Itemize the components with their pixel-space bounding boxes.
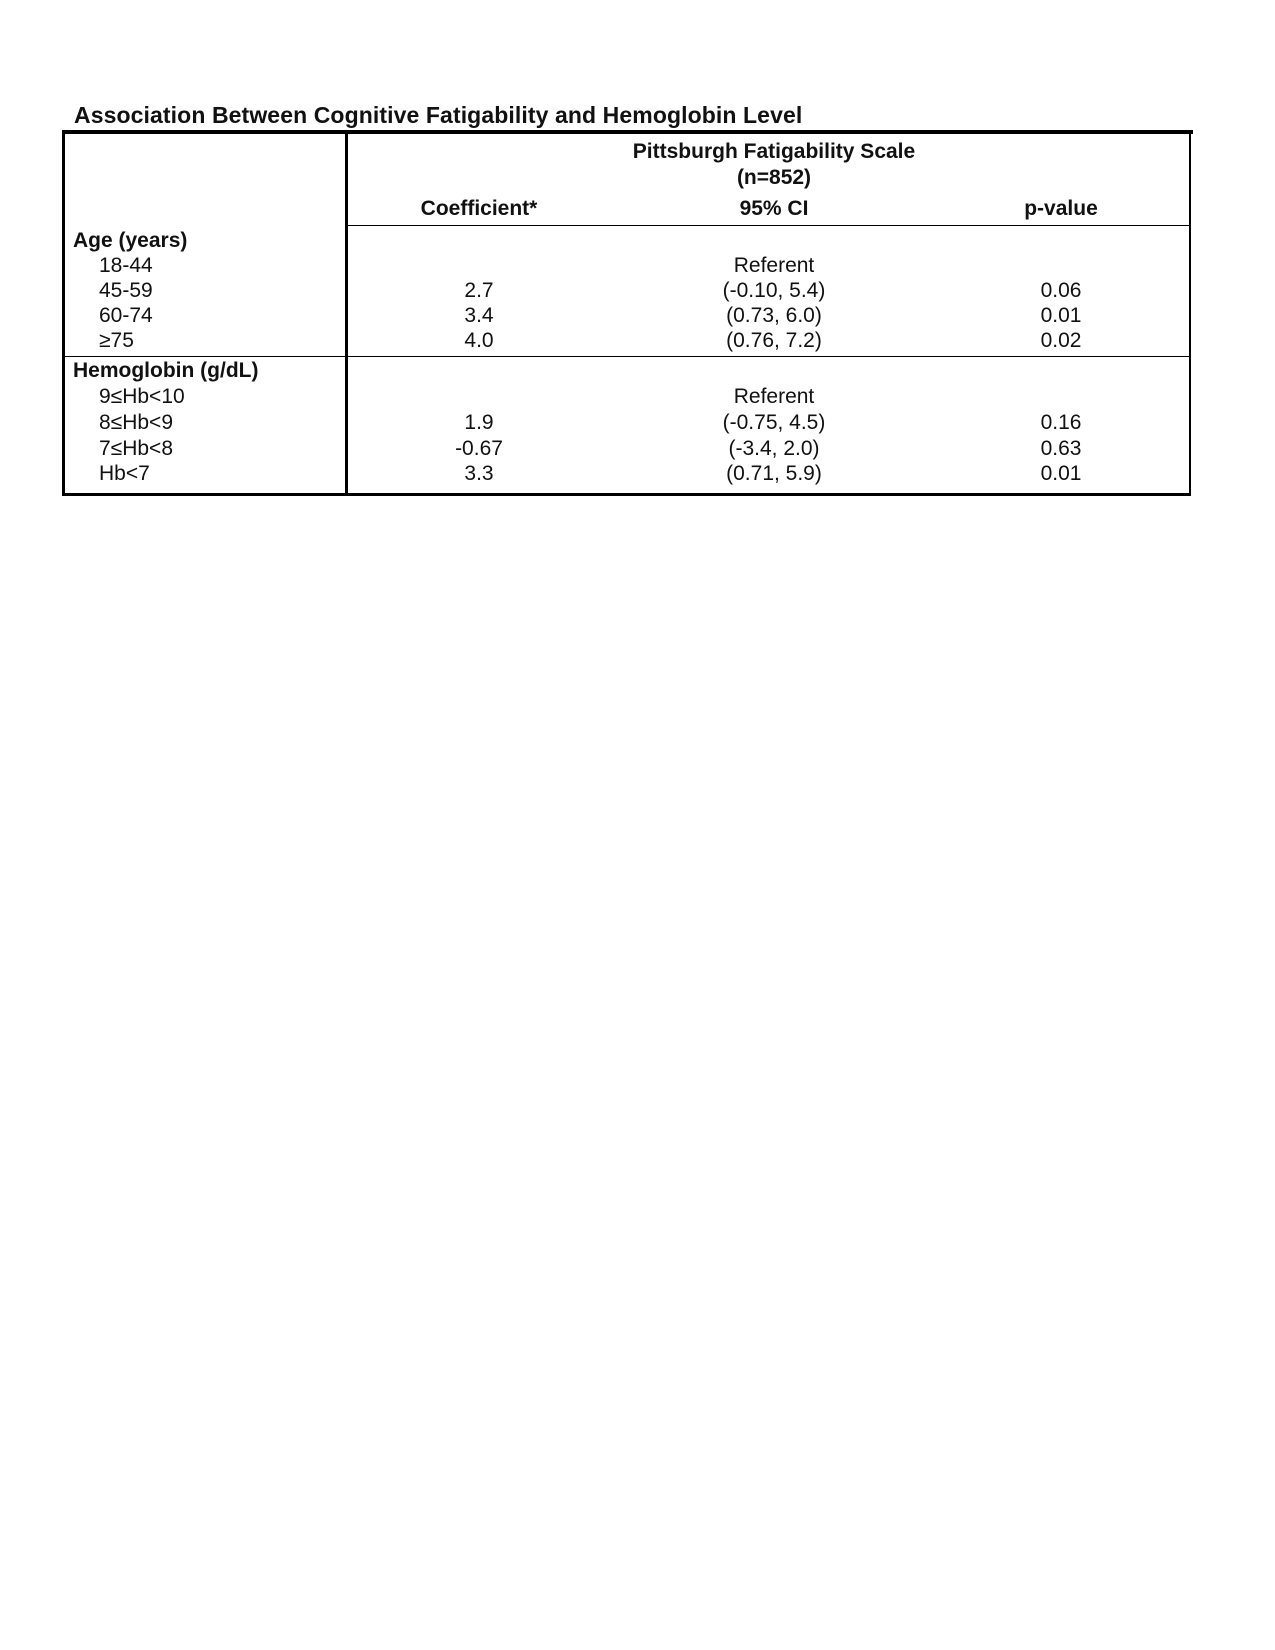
coef-value: 3.4 xyxy=(464,304,494,327)
row-label: ≥75 xyxy=(99,329,134,352)
p-value: 0.06 xyxy=(1040,279,1082,302)
column-divider xyxy=(345,133,348,493)
scale-heading: Pittsburgh Fatigability Scale xyxy=(632,140,916,163)
coef-value: -0.67 xyxy=(455,437,503,460)
results-table xyxy=(62,133,1191,496)
coef-value: 2.7 xyxy=(464,279,494,302)
row-label: 8≤Hb<9 xyxy=(99,411,173,434)
ci-value: Referent xyxy=(733,385,815,408)
group-label-age: Age (years) xyxy=(73,229,188,252)
group-rule xyxy=(65,356,1189,357)
row-label: Hb<7 xyxy=(99,462,150,485)
ci-value: (-0.10, 5.4) xyxy=(722,279,826,302)
row-label: 45-59 xyxy=(99,279,153,302)
ci-value: (0.71, 5.9) xyxy=(726,462,822,485)
p-value: 0.01 xyxy=(1040,304,1082,327)
table-top-rule xyxy=(62,130,1193,134)
row-label: 7≤Hb<8 xyxy=(99,437,173,460)
ci-value: (-3.4, 2.0) xyxy=(728,437,820,460)
p-value: 0.63 xyxy=(1040,437,1082,460)
coef-value: 4.0 xyxy=(464,329,494,352)
p-value: 0.16 xyxy=(1040,411,1082,434)
coef-value: 1.9 xyxy=(464,411,494,434)
row-label: 18-44 xyxy=(99,254,153,277)
header-rule xyxy=(345,225,1189,226)
p-value: 0.02 xyxy=(1040,329,1082,352)
ci-value: Referent xyxy=(733,254,815,277)
ci-value: (-0.75, 4.5) xyxy=(722,411,826,434)
col-header-ci: 95% CI xyxy=(739,197,809,220)
ci-value: (0.73, 6.0) xyxy=(726,304,822,327)
ci-value: (0.76, 7.2) xyxy=(726,329,822,352)
row-label: 9≤Hb<10 xyxy=(99,385,185,408)
sample-size: (n=852) xyxy=(736,166,812,189)
coef-value: 3.3 xyxy=(464,462,494,485)
group-label-hemoglobin: Hemoglobin (g/dL) xyxy=(73,359,259,382)
col-header-pvalue: p-value xyxy=(1024,197,1098,220)
p-value: 0.01 xyxy=(1040,462,1082,485)
col-header-coefficient: Coefficient* xyxy=(420,197,538,220)
row-label: 60-74 xyxy=(99,304,153,327)
table-title: Association Between Cognitive Fatigability and Hemoglobin Level xyxy=(74,102,803,128)
